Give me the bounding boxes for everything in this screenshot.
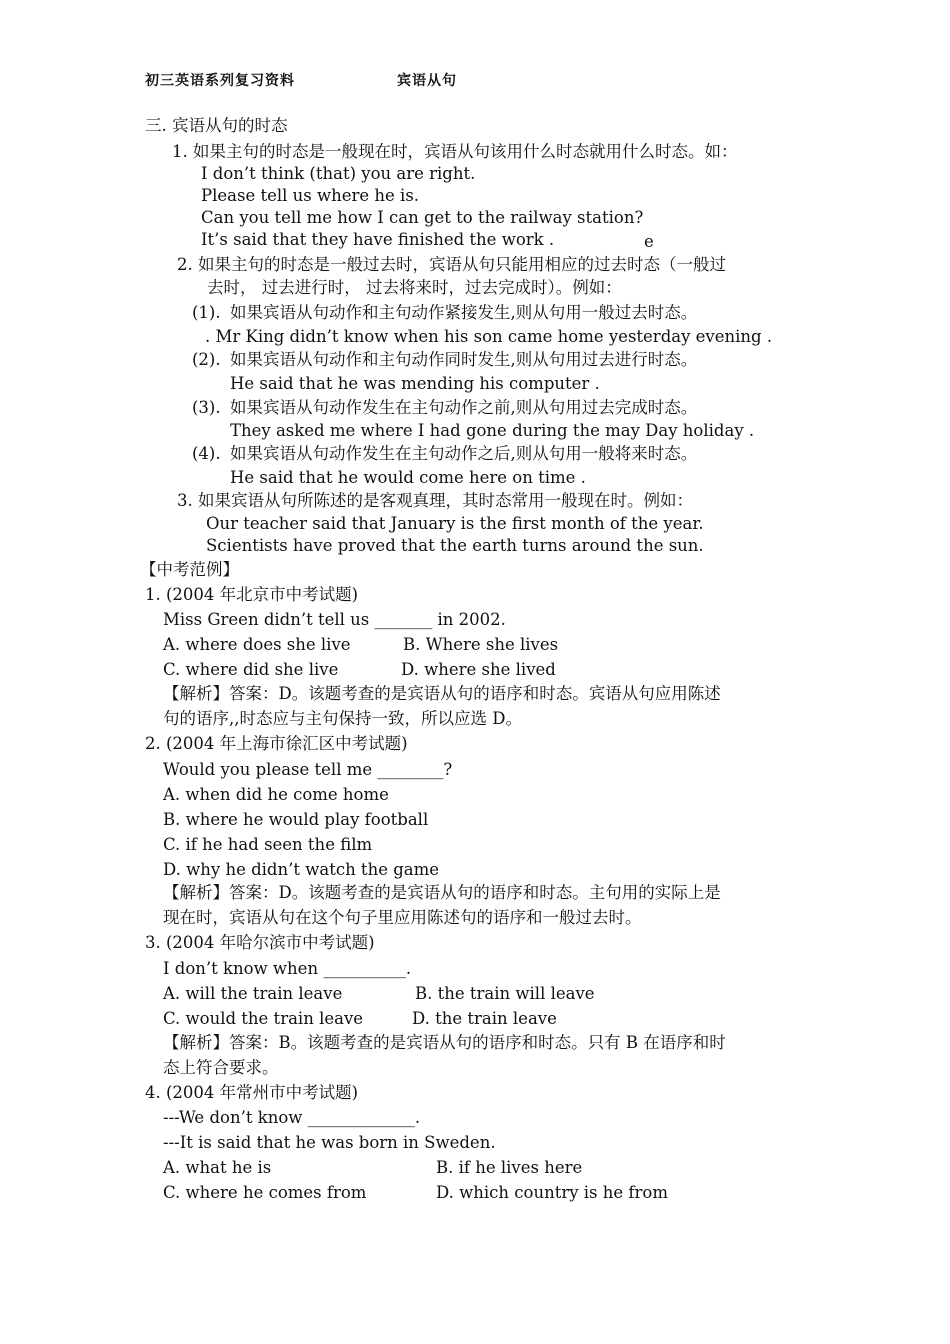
page-header xyxy=(145,70,457,90)
rule-1-text: 1. 如果主句的时态是一般现在时，宾语从句该用什么时态就用什么时态。如： xyxy=(172,142,738,161)
option-d: D. which country is he from xyxy=(436,1183,668,1202)
sub-rule-text: 如果宾语从句动作发生在主句动作之后,则从句用一般将来时态。 xyxy=(230,444,698,463)
option-c: C. if he had seen the film xyxy=(163,835,373,854)
sub-rule-text: 如果宾语从句动作和主句动作紧接发生,则从句用一般过去时态。 xyxy=(230,303,698,322)
stray-mark: e xyxy=(644,232,654,251)
question-stem: Miss Green didn’t tell us _______ in 2002. xyxy=(163,610,506,629)
sub-rule-example: They asked me where I had gone during the may Day holiday . xyxy=(230,421,755,440)
option-b: B. where he would play football xyxy=(163,810,429,829)
header-title-left: 初三英语系列复习资料 xyxy=(145,73,295,89)
question-analysis: 句的语序,,时态应与主句保持一致，所以应选 D。 xyxy=(163,709,522,728)
header-title-right: 宾语从句 xyxy=(397,73,457,89)
option-a: A. when did he come home xyxy=(163,785,389,804)
question-source: 1. (2004 年北京市中考试题) xyxy=(145,585,359,604)
sub-rule-text: 如果宾语从句动作和主句动作同时发生,则从句用过去进行时态。 xyxy=(230,350,698,369)
sub-rule-example: . Mr King didn’t know when his son came home yesterday evening . xyxy=(205,327,773,346)
question-analysis: 【解析】答案：D。该题考查的是宾语从句的语序和时态。主句用的实际上是 xyxy=(163,883,721,902)
sub-rule-example: He said that he was mending his computer . xyxy=(230,374,600,393)
question-analysis: 态上符合要求。 xyxy=(163,1058,279,1077)
rule-3-example: Scientists have proved that the earth turns around the sun. xyxy=(206,536,704,555)
question-stem: ---We don’t know _____________. xyxy=(163,1108,421,1127)
option-c: C. where he comes from xyxy=(163,1183,367,1202)
rule-1-example: Please tell us where he is. xyxy=(201,186,420,205)
question-source: 3. (2004 年哈尔滨市中考试题) xyxy=(145,933,375,952)
question-stem: Would you please tell me ________? xyxy=(163,760,453,779)
rule-1-example: Can you tell me how I can get to the railway station? xyxy=(201,208,644,227)
rule-3-text: 3. 如果宾语从句所陈述的是客观真理，其时态常用一般现在时。例如： xyxy=(177,491,693,510)
option-d: D. why he didn’t watch the game xyxy=(163,860,440,879)
option-a: A. will the train leave xyxy=(163,984,343,1003)
question-stem: ---It is said that he was born in Sweden. xyxy=(163,1133,496,1152)
option-c: C. would the train leave xyxy=(163,1009,364,1028)
rule-2-text: 去时， 过去进行时， 过去将来时，过去完成时）。例如： xyxy=(207,278,622,297)
section-heading: 三. 宾语从句的时态 xyxy=(145,116,288,135)
option-c: C. where did she live xyxy=(163,660,339,679)
question-source: 4. (2004 年常州市中考试题) xyxy=(145,1083,359,1102)
rule-3-example: Our teacher said that January is the first month of the year. xyxy=(206,514,704,533)
option-a: A. what he is xyxy=(163,1158,272,1177)
question-analysis: 现在时，宾语从句在这个句子里应用陈述句的语序和一般过去时。 xyxy=(163,908,642,927)
option-d: D. where she lived xyxy=(401,660,556,679)
examples-heading: 【中考范例】 xyxy=(140,560,239,579)
sub-rule-label: (1). xyxy=(192,303,221,322)
sub-rule-label: (2). xyxy=(192,350,221,369)
question-source: 2. (2004 年上海市徐汇区中考试题) xyxy=(145,734,408,753)
rule-1-example: I don’t think (that) you are right. xyxy=(201,164,476,183)
option-b: B. Where she lives xyxy=(403,635,559,654)
rule-2-text: 2. 如果主句的时态是一般过去时，宾语从句只能用相应的过去时态（一般过 xyxy=(177,255,726,274)
option-b: B. if he lives here xyxy=(436,1158,583,1177)
question-stem: I don’t know when __________. xyxy=(163,959,412,978)
sub-rule-example: He said that he would come here on time . xyxy=(230,468,586,487)
question-analysis: 【解析】答案：B。该题考查的是宾语从句的语序和时态。只有 B 在语序和时 xyxy=(163,1033,726,1052)
sub-rule-label: (3). xyxy=(192,398,221,417)
sub-rule-label: (4). xyxy=(192,444,221,463)
option-a: A. where does she live xyxy=(163,635,351,654)
question-analysis: 【解析】答案：D。该题考查的是宾语从句的语序和时态。宾语从句应用陈述 xyxy=(163,684,721,703)
option-d: D. the train leave xyxy=(412,1009,557,1028)
rule-1-example: It’s said that they have finished the work . xyxy=(201,230,555,249)
sub-rule-text: 如果宾语从句动作发生在主句动作之前,则从句用过去完成时态。 xyxy=(230,398,698,417)
option-b: B. the train will leave xyxy=(415,984,595,1003)
